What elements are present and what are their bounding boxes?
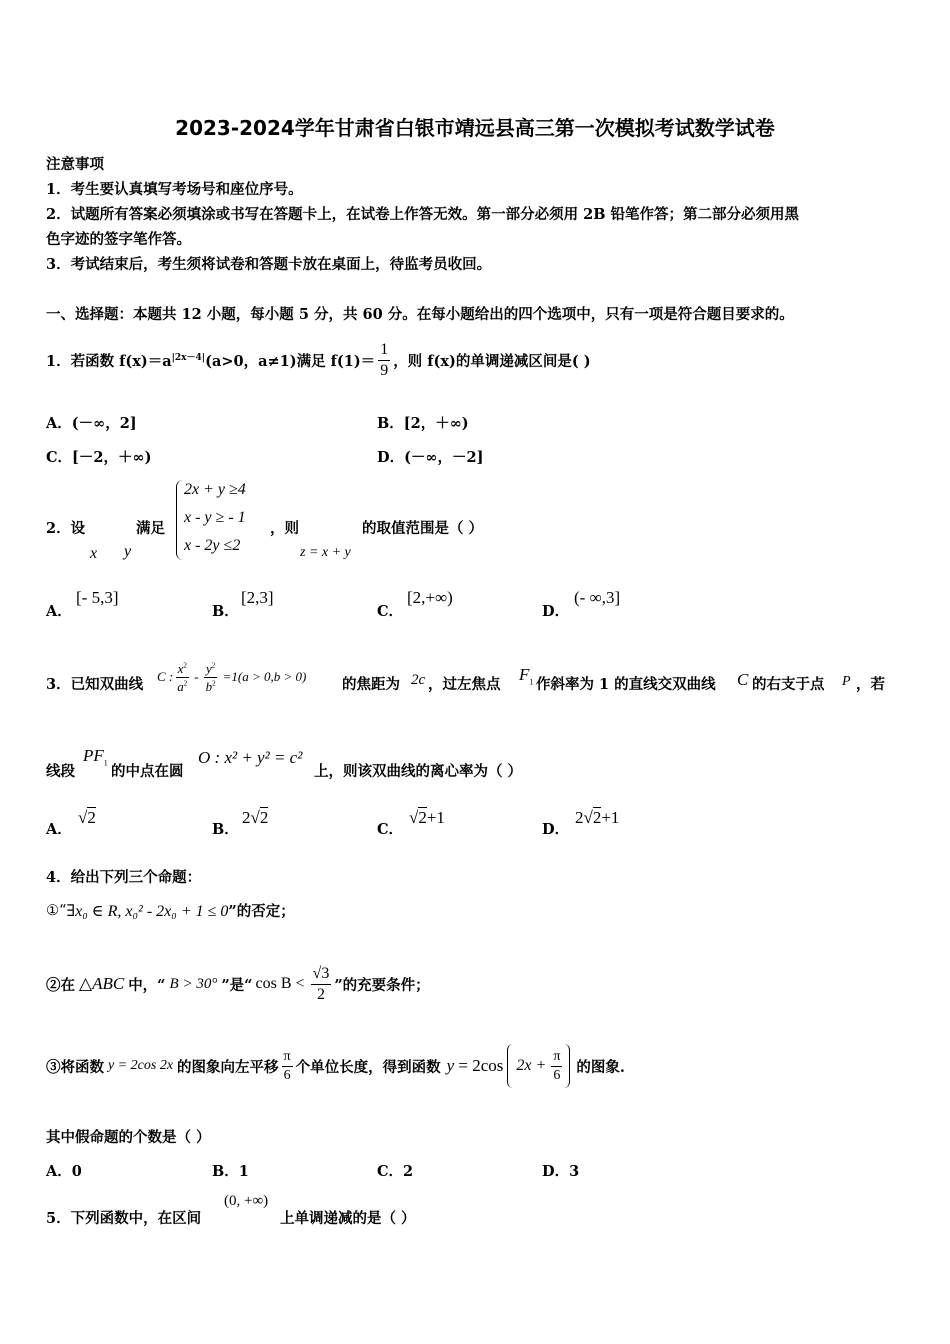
q3-c-label: C : [157, 669, 174, 684]
q4-question: 其中假命题的个数是（ ） [46, 1129, 211, 1146]
q4-p3-g1: y = 2cos [446, 1056, 504, 1075]
q2-constraint-2: x - y ≥ - 1 [184, 509, 246, 526]
q4-p2-mid: 中，“ [128, 976, 166, 994]
q4-heading: 4．给出下列三个命题： [46, 869, 202, 886]
q4-p2-triangle: △ABC [79, 974, 125, 993]
q4-option-c[interactable]: C．2 [377, 1163, 414, 1180]
q3-text-5: ，若 [856, 676, 885, 693]
q2-var-x: x [90, 545, 98, 562]
q3-option-d[interactable]: 2√2+1 [575, 808, 620, 827]
q3-PF1: $PF_1$ [83, 746, 108, 768]
q4-p3-left-paren [507, 1044, 513, 1088]
q2-option-b-label[interactable]: B． [212, 603, 239, 620]
q3-P: P [842, 674, 851, 689]
q2-prefix: 2．设 [46, 520, 86, 537]
q4-option-d[interactable]: D．3 [542, 1163, 580, 1180]
q3-frac-y: $\frac{y^2}{b^2}$ [205, 660, 216, 694]
q4-p3-post: 的图象. [576, 1058, 625, 1076]
q1-fraction: $\frac{1}{9}$ [380, 340, 389, 379]
q4-p1-math: ∃x₀ ∈ R, x₀² - 2x₀ + 1 ≤ 0 [66, 902, 229, 920]
exam-title: 2023-2024学年甘肃省白银市靖远县高三第一次模拟考试数学试卷 [175, 116, 775, 140]
q4-p2-pre: ②在 [46, 976, 75, 994]
section-heading: 一、选择题：本题共 12 小题，每小题 5 分，共 60 分。在每小题给出的四个选项中，只有一项是符合题目要求的。 [46, 306, 794, 323]
q3-eq-rest: =1(a > 0,b > 0) [222, 669, 307, 684]
notice-item-3: 3．考试结束后，考生须将试卷和答题卡放在桌面上，待监考员收回。 [46, 256, 492, 273]
q1-suffix: ，则 f(x)的单调递减区间是( ) [393, 352, 591, 370]
q1-mid: (a>0，a≠1)满足 f(1)＝ [205, 352, 376, 370]
q2-option-b[interactable]: [2,3] [241, 588, 274, 607]
q2-option-d-label[interactable]: D． [542, 603, 570, 620]
notice-item-2-cont: 色字迹的签字笔作答。 [46, 231, 191, 248]
q3-F1: $F_1$ [519, 665, 534, 687]
q4-p2-mid2: ”是“ [221, 976, 253, 994]
q1-prefix: 1．若函数 f(x)＝a [46, 352, 172, 370]
q3-option-c-label[interactable]: C． [377, 821, 404, 838]
q3-option-c[interactable]: √2+1 [409, 808, 445, 827]
q5-prefix: 5．下列函数中，在区间 [46, 1210, 202, 1227]
q4-option-a[interactable]: A．0 [46, 1163, 82, 1180]
q4-p3-fraction: $\frac{\pi}{6}$ [283, 1048, 291, 1083]
q4-p2-fraction: $\frac{√3}{2}$ [312, 964, 330, 1003]
q4-p3-mid: 的图象向左平移 [177, 1058, 279, 1076]
q2-option-a-label[interactable]: A． [46, 603, 72, 620]
q3-option-b-label[interactable]: B． [212, 821, 239, 838]
q5-suffix: 上单调递减的是（ ） [280, 1210, 416, 1227]
q2-satisfy: 满足 [136, 520, 165, 537]
q3-2c: 2c [411, 672, 426, 688]
notice-item-1: 1．考生要认真填写考场号和座位序号。 [46, 181, 303, 198]
q4-p1-post: ”的否定； [228, 903, 295, 920]
q2-option-a[interactable]: [- 5,3] [76, 588, 119, 607]
q3-option-b[interactable]: 2√2 [242, 808, 269, 827]
q3-text-3: 作斜率为 1 的直线交双曲线 [536, 676, 716, 693]
q2-option-c[interactable]: [2,+∞) [407, 588, 453, 607]
q1-option-b[interactable]: B．[2，＋∞) [377, 415, 469, 432]
q2-var-y: y [124, 543, 132, 560]
q1-option-a[interactable]: A．(－∞，2] [46, 415, 137, 432]
q3-line2-b: 的中点在圆 [111, 763, 184, 780]
q4-proposition-2 [46, 958, 430, 1010]
q4-p3-pre: ③将函数 [46, 1058, 104, 1076]
q2-z: z = x + y [300, 545, 351, 560]
q3-text-4: 的右支于点 [752, 676, 825, 693]
q3-line2-c: 上，则该双曲线的离心率为（ ） [314, 763, 523, 780]
q1-option-d[interactable]: D．(－∞，－2] [377, 449, 484, 466]
question-1 [46, 330, 591, 390]
q4-proposition-1 [46, 900, 295, 921]
q2-brace [176, 480, 183, 560]
q2-constraint-1: 2x + y ≥4 [184, 481, 246, 498]
notice-item-2: 2．试题所有答案必须填涂或书写在答题卡上，在试卷上作答无效。第一部分必须用 2B 铅笔作答；第二部分必须用黑 [46, 206, 800, 223]
q3-option-d-label[interactable]: D． [542, 821, 570, 838]
q3-text-2: ，过左焦点 [428, 676, 501, 693]
q4-option-b[interactable]: B．1 [212, 1163, 249, 1180]
q4-p3-right-paren [564, 1044, 570, 1088]
q5-interval: (0, +∞) [224, 1193, 269, 1209]
q4-p2-cond: B > 30° [169, 975, 218, 992]
q3-line2-a: 线段 [46, 763, 75, 780]
q4-p3-g2: 2x + [516, 1057, 547, 1074]
q1-option-c[interactable]: C．[－2，＋∞) [46, 449, 152, 466]
q2-option-d[interactable]: (- ∞,3] [574, 588, 621, 607]
q4-proposition-3 [46, 1040, 625, 1092]
q4-p3-function: y = 2cos 2x [108, 1058, 174, 1073]
q4-p2-post: ”的充要条件； [334, 976, 430, 994]
q3-C: C [737, 670, 749, 689]
q3-circle: O : x² + y² = c² [198, 748, 303, 767]
notice-heading: 注意事项 [46, 156, 104, 173]
q3-option-a-label[interactable]: A． [46, 821, 72, 838]
q3-hyperbola-equation: C : $\frac{x^2}{a^2}$ - $\frac{y^2}{b^2}$ =1(a > 0,b > 0) [157, 660, 307, 694]
q4-p3-fraction-2: $\frac{\pi}{6}$ [553, 1048, 561, 1083]
q3-frac-x: $\frac{x^2}{a^2}$ [177, 660, 188, 694]
q2-suffix: 的取值范围是（ ） [362, 520, 484, 537]
q2-constraint-3: x - 2y ≤2 [184, 537, 241, 554]
q4-p1-pre: ①“ [46, 902, 67, 919]
q3-prefix: 3．已知双曲线 [46, 676, 144, 693]
q4-p2-cos: cos B < [255, 975, 305, 992]
q2-then: ，则 [270, 520, 299, 537]
q2-option-c-label[interactable]: C． [377, 603, 404, 620]
q4-p3-mid2: 个单位长度，得到函数 [295, 1058, 441, 1076]
q1-exponent: |2x－4| [171, 352, 206, 363]
q3-text-1: 的焦距为 [342, 676, 400, 693]
q3-option-a[interactable]: √2 [78, 808, 96, 827]
